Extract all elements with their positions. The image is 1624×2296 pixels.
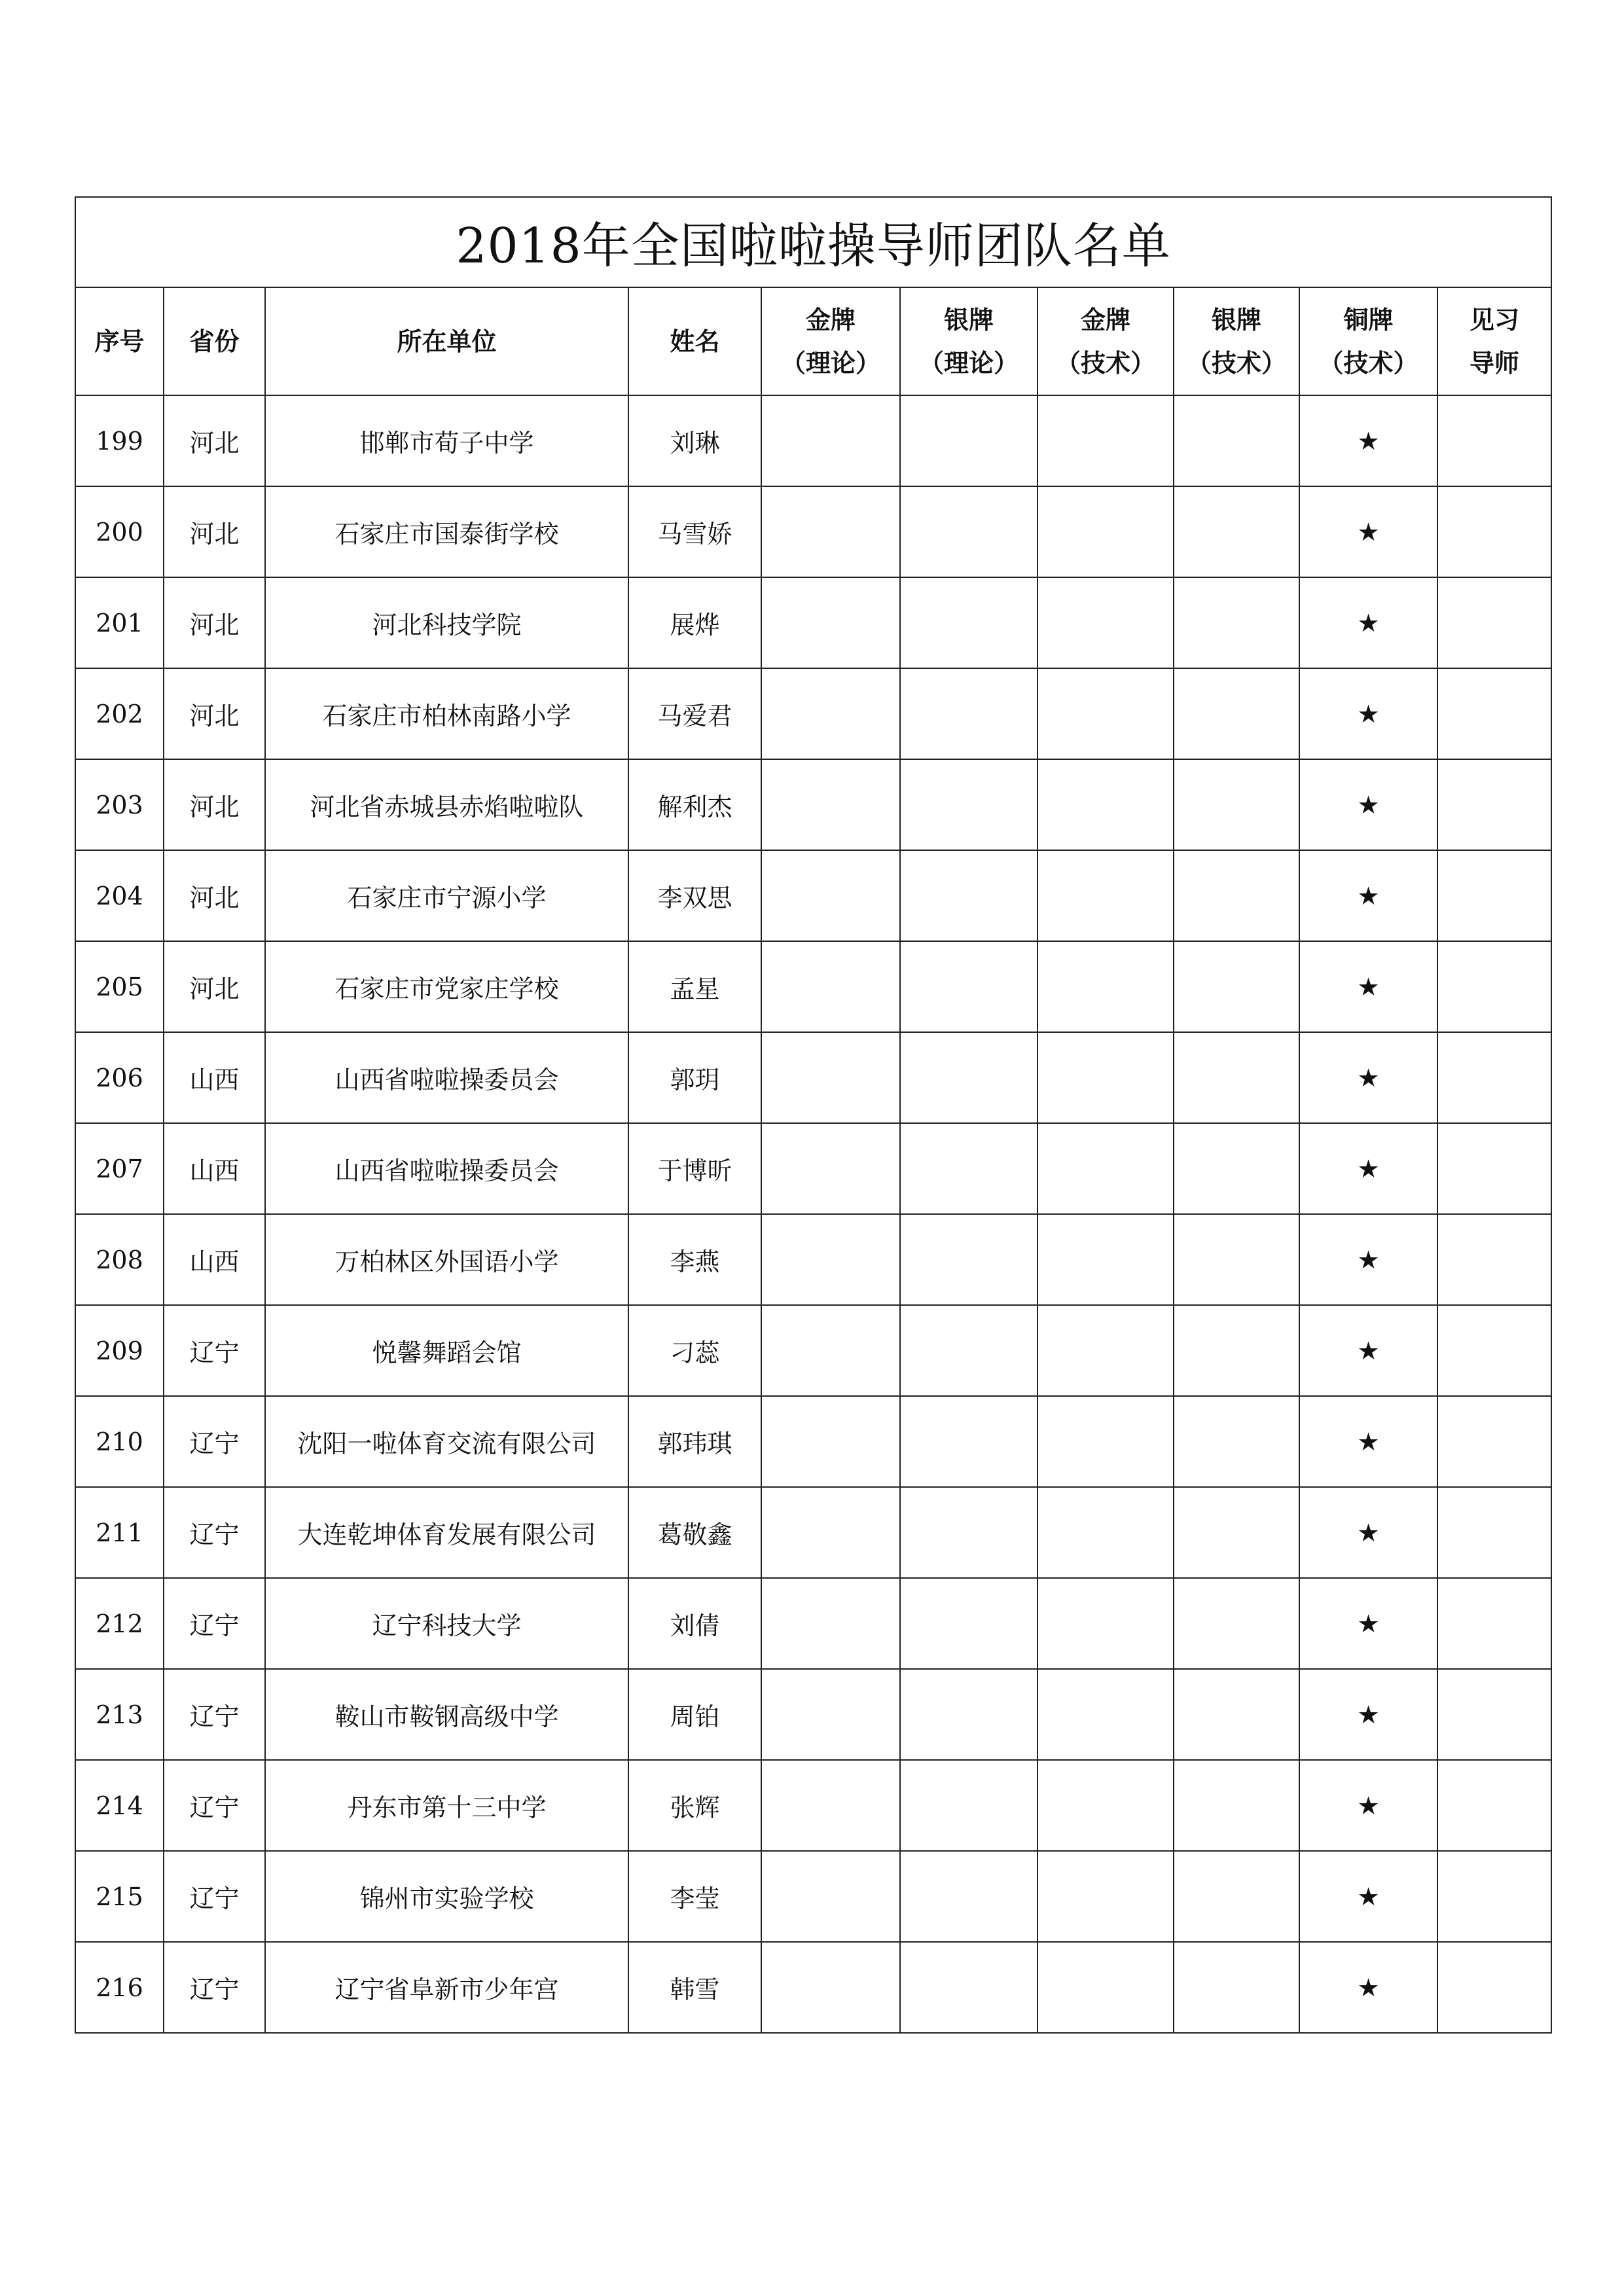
header-gold-theory bbox=[761, 287, 900, 395]
header-seq: 序号 bbox=[75, 287, 164, 395]
cell-silver-theory bbox=[900, 759, 1038, 850]
cell-unit: 鞍山市鞍钢高级中学 bbox=[265, 1669, 628, 1760]
cell-silver-tech bbox=[1174, 1578, 1299, 1669]
table-row bbox=[75, 395, 1551, 486]
cell-name: 孟星 bbox=[628, 941, 761, 1032]
cell-bronze-tech: ★ bbox=[1299, 1305, 1437, 1396]
cell-unit: 锦州市实验学校 bbox=[265, 1851, 628, 1942]
cell-silver-tech bbox=[1174, 668, 1299, 759]
cell-name: 刘倩 bbox=[628, 1578, 761, 1669]
cell-bronze-tech: ★ bbox=[1299, 668, 1437, 759]
cell-seq: 212 bbox=[75, 1578, 164, 1669]
table-row bbox=[75, 1123, 1551, 1214]
cell-seq: 208 bbox=[75, 1214, 164, 1305]
cell-silver-theory bbox=[900, 577, 1038, 668]
cell-intern bbox=[1437, 1032, 1551, 1123]
header-gold-tech bbox=[1038, 287, 1174, 395]
cell-intern bbox=[1437, 668, 1551, 759]
cell-gold-theory bbox=[761, 1123, 900, 1214]
cell-unit: 石家庄市宁源小学 bbox=[265, 850, 628, 941]
cell-unit: 万柏林区外国语小学 bbox=[265, 1214, 628, 1305]
cell-name: 于博昕 bbox=[628, 1123, 761, 1214]
cell-unit: 山西省啦啦操委员会 bbox=[265, 1123, 628, 1214]
cell-seq: 203 bbox=[75, 759, 164, 850]
table-row bbox=[75, 668, 1551, 759]
cell-bronze-tech: ★ bbox=[1299, 941, 1437, 1032]
header-gold-theory-line1: 金牌 bbox=[805, 304, 856, 334]
cell-gold-theory bbox=[761, 759, 900, 850]
cell-unit: 沈阳一啦体育交流有限公司 bbox=[265, 1396, 628, 1487]
cell-intern bbox=[1437, 1487, 1551, 1578]
cell-province: 河北 bbox=[164, 395, 265, 486]
cell-seq: 213 bbox=[75, 1669, 164, 1760]
cell-gold-tech bbox=[1038, 1669, 1174, 1760]
cell-unit: 辽宁科技大学 bbox=[265, 1578, 628, 1669]
cell-gold-theory bbox=[761, 1942, 900, 2033]
cell-gold-tech bbox=[1038, 1487, 1174, 1578]
cell-province: 辽宁 bbox=[164, 1578, 265, 1669]
table-row bbox=[75, 1487, 1551, 1578]
cell-unit: 河北科技学院 bbox=[265, 577, 628, 668]
cell-province: 河北 bbox=[164, 486, 265, 577]
cell-seq: 210 bbox=[75, 1396, 164, 1487]
cell-unit: 河北省赤城县赤焰啦啦队 bbox=[265, 759, 628, 850]
cell-unit: 石家庄市国泰街学校 bbox=[265, 486, 628, 577]
header-province: 省份 bbox=[164, 287, 265, 395]
cell-name: 葛敬鑫 bbox=[628, 1487, 761, 1578]
cell-name: 解利杰 bbox=[628, 759, 761, 850]
cell-gold-tech bbox=[1038, 1851, 1174, 1942]
header-row bbox=[75, 287, 1551, 395]
cell-gold-tech bbox=[1038, 1032, 1174, 1123]
cell-silver-theory bbox=[900, 850, 1038, 941]
cell-name: 刁蕊 bbox=[628, 1305, 761, 1396]
table-row bbox=[75, 486, 1551, 577]
cell-seq: 207 bbox=[75, 1123, 164, 1214]
cell-seq: 201 bbox=[75, 577, 164, 668]
cell-seq: 204 bbox=[75, 850, 164, 941]
cell-intern bbox=[1437, 850, 1551, 941]
cell-bronze-tech: ★ bbox=[1299, 850, 1437, 941]
header-intern bbox=[1437, 287, 1551, 395]
cell-seq: 205 bbox=[75, 941, 164, 1032]
table-row bbox=[75, 759, 1551, 850]
cell-intern bbox=[1437, 1578, 1551, 1669]
cell-intern bbox=[1437, 395, 1551, 486]
cell-bronze-tech: ★ bbox=[1299, 1396, 1437, 1487]
title-row bbox=[75, 197, 1551, 287]
cell-gold-theory bbox=[761, 1487, 900, 1578]
cell-silver-theory bbox=[900, 1214, 1038, 1305]
table-row bbox=[75, 577, 1551, 668]
cell-gold-tech bbox=[1038, 1396, 1174, 1487]
table-row bbox=[75, 850, 1551, 941]
cell-intern bbox=[1437, 1760, 1551, 1851]
header-silver-theory-line2: （理论） bbox=[918, 348, 1019, 378]
cell-seq: 211 bbox=[75, 1487, 164, 1578]
cell-bronze-tech: ★ bbox=[1299, 1942, 1437, 2033]
cell-province: 山西 bbox=[164, 1032, 265, 1123]
cell-name: 李莹 bbox=[628, 1851, 761, 1942]
table-row bbox=[75, 1669, 1551, 1760]
cell-intern bbox=[1437, 1942, 1551, 2033]
cell-seq: 216 bbox=[75, 1942, 164, 2033]
cell-bronze-tech: ★ bbox=[1299, 1760, 1437, 1851]
header-silver-theory-line1: 银牌 bbox=[943, 304, 994, 334]
header-gold-tech-line2: （技术） bbox=[1055, 348, 1155, 378]
cell-province: 辽宁 bbox=[164, 1396, 265, 1487]
cell-silver-tech bbox=[1174, 1851, 1299, 1942]
header-silver-theory bbox=[900, 287, 1038, 395]
cell-unit: 石家庄市柏林南路小学 bbox=[265, 668, 628, 759]
cell-name: 周铂 bbox=[628, 1669, 761, 1760]
cell-silver-tech bbox=[1174, 1214, 1299, 1305]
cell-seq: 209 bbox=[75, 1305, 164, 1396]
cell-silver-theory bbox=[900, 1123, 1038, 1214]
table-row bbox=[75, 1851, 1551, 1942]
cell-province: 辽宁 bbox=[164, 1487, 265, 1578]
cell-name: 李燕 bbox=[628, 1214, 761, 1305]
table-row bbox=[75, 1942, 1551, 2033]
cell-silver-theory bbox=[900, 1760, 1038, 1851]
cell-bronze-tech: ★ bbox=[1299, 1578, 1437, 1669]
cell-silver-tech bbox=[1174, 395, 1299, 486]
cell-province: 河北 bbox=[164, 668, 265, 759]
cell-silver-theory bbox=[900, 1305, 1038, 1396]
cell-bronze-tech: ★ bbox=[1299, 577, 1437, 668]
cell-intern bbox=[1437, 759, 1551, 850]
cell-gold-theory bbox=[761, 668, 900, 759]
cell-gold-theory bbox=[761, 577, 900, 668]
cell-seq: 200 bbox=[75, 486, 164, 577]
header-name: 姓名 bbox=[628, 287, 761, 395]
cell-gold-theory bbox=[761, 486, 900, 577]
table-row bbox=[75, 1305, 1551, 1396]
cell-silver-theory bbox=[900, 1032, 1038, 1123]
cell-unit: 丹东市第十三中学 bbox=[265, 1760, 628, 1851]
cell-gold-tech bbox=[1038, 759, 1174, 850]
cell-gold-tech bbox=[1038, 941, 1174, 1032]
cell-unit: 悦馨舞蹈会馆 bbox=[265, 1305, 628, 1396]
cell-intern bbox=[1437, 486, 1551, 577]
cell-silver-theory bbox=[900, 1487, 1038, 1578]
cell-silver-tech bbox=[1174, 1396, 1299, 1487]
cell-silver-tech bbox=[1174, 1123, 1299, 1214]
cell-gold-theory bbox=[761, 1396, 900, 1487]
header-bronze-tech-line1: 铜牌 bbox=[1343, 304, 1394, 334]
cell-province: 河北 bbox=[164, 759, 265, 850]
header-bronze-tech bbox=[1299, 287, 1437, 395]
cell-seq: 202 bbox=[75, 668, 164, 759]
header-unit: 所在单位 bbox=[265, 287, 628, 395]
cell-seq: 199 bbox=[75, 395, 164, 486]
cell-silver-tech bbox=[1174, 1487, 1299, 1578]
mentor-list-table bbox=[75, 196, 1552, 2034]
cell-unit: 石家庄市党家庄学校 bbox=[265, 941, 628, 1032]
cell-intern bbox=[1437, 577, 1551, 668]
cell-bronze-tech: ★ bbox=[1299, 1669, 1437, 1760]
table-row bbox=[75, 1760, 1551, 1851]
cell-silver-tech bbox=[1174, 1032, 1299, 1123]
cell-name: 郭玥 bbox=[628, 1032, 761, 1123]
table-row bbox=[75, 1214, 1551, 1305]
cell-province: 辽宁 bbox=[164, 1760, 265, 1851]
cell-bronze-tech: ★ bbox=[1299, 1851, 1437, 1942]
cell-name: 马雪娇 bbox=[628, 486, 761, 577]
table-row bbox=[75, 1032, 1551, 1123]
cell-intern bbox=[1437, 1305, 1551, 1396]
cell-name: 刘琳 bbox=[628, 395, 761, 486]
page-title: 2018年全国啦啦操导师团队名单 bbox=[75, 197, 1551, 287]
cell-gold-theory bbox=[761, 1851, 900, 1942]
cell-gold-tech bbox=[1038, 1305, 1174, 1396]
cell-province: 山西 bbox=[164, 1123, 265, 1214]
cell-name: 张辉 bbox=[628, 1760, 761, 1851]
cell-province: 山西 bbox=[164, 1214, 265, 1305]
table-row bbox=[75, 1578, 1551, 1669]
cell-gold-theory bbox=[761, 1032, 900, 1123]
cell-silver-theory bbox=[900, 1396, 1038, 1487]
cell-province: 辽宁 bbox=[164, 1942, 265, 2033]
header-bronze-tech-line2: （技术） bbox=[1318, 348, 1418, 378]
cell-gold-tech bbox=[1038, 1578, 1174, 1669]
cell-intern bbox=[1437, 941, 1551, 1032]
cell-gold-theory bbox=[761, 1760, 900, 1851]
cell-gold-tech bbox=[1038, 850, 1174, 941]
cell-intern bbox=[1437, 1396, 1551, 1487]
cell-silver-theory bbox=[900, 1851, 1038, 1942]
cell-silver-tech bbox=[1174, 486, 1299, 577]
cell-silver-tech bbox=[1174, 1305, 1299, 1396]
cell-silver-theory bbox=[900, 1578, 1038, 1669]
header-intern-line1: 见习 bbox=[1470, 304, 1520, 334]
cell-seq: 215 bbox=[75, 1851, 164, 1942]
cell-province: 河北 bbox=[164, 941, 265, 1032]
cell-gold-theory bbox=[761, 1578, 900, 1669]
cell-silver-theory bbox=[900, 1669, 1038, 1760]
cell-silver-theory bbox=[900, 668, 1038, 759]
cell-unit: 山西省啦啦操委员会 bbox=[265, 1032, 628, 1123]
cell-silver-tech bbox=[1174, 759, 1299, 850]
cell-silver-tech bbox=[1174, 941, 1299, 1032]
cell-silver-theory bbox=[900, 486, 1038, 577]
cell-province: 辽宁 bbox=[164, 1305, 265, 1396]
cell-intern bbox=[1437, 1123, 1551, 1214]
cell-silver-tech bbox=[1174, 1760, 1299, 1851]
cell-gold-tech bbox=[1038, 1123, 1174, 1214]
cell-seq: 214 bbox=[75, 1760, 164, 1851]
cell-unit: 辽宁省阜新市少年宫 bbox=[265, 1942, 628, 2033]
cell-seq: 206 bbox=[75, 1032, 164, 1123]
cell-province: 辽宁 bbox=[164, 1669, 265, 1760]
cell-gold-tech bbox=[1038, 395, 1174, 486]
header-gold-theory-line2: （理论） bbox=[780, 348, 880, 378]
cell-intern bbox=[1437, 1214, 1551, 1305]
header-silver-tech-line2: （技术） bbox=[1186, 348, 1286, 378]
header-silver-tech-line1: 银牌 bbox=[1211, 304, 1261, 334]
cell-province: 辽宁 bbox=[164, 1851, 265, 1942]
cell-bronze-tech: ★ bbox=[1299, 486, 1437, 577]
cell-gold-theory bbox=[761, 850, 900, 941]
cell-province: 河北 bbox=[164, 577, 265, 668]
cell-bronze-tech: ★ bbox=[1299, 1032, 1437, 1123]
cell-gold-tech bbox=[1038, 1942, 1174, 2033]
header-intern-line2: 导师 bbox=[1470, 348, 1520, 378]
cell-gold-tech bbox=[1038, 577, 1174, 668]
cell-unit: 邯郸市荀子中学 bbox=[265, 395, 628, 486]
cell-bronze-tech: ★ bbox=[1299, 759, 1437, 850]
cell-gold-theory bbox=[761, 1214, 900, 1305]
cell-silver-theory bbox=[900, 1942, 1038, 2033]
cell-bronze-tech: ★ bbox=[1299, 1123, 1437, 1214]
cell-silver-theory bbox=[900, 395, 1038, 486]
cell-silver-tech bbox=[1174, 577, 1299, 668]
cell-bronze-tech: ★ bbox=[1299, 1487, 1437, 1578]
cell-intern bbox=[1437, 1669, 1551, 1760]
cell-bronze-tech: ★ bbox=[1299, 395, 1437, 486]
cell-gold-theory bbox=[761, 941, 900, 1032]
header-silver-tech bbox=[1174, 287, 1299, 395]
cell-silver-tech bbox=[1174, 1942, 1299, 2033]
header-gold-tech-line1: 金牌 bbox=[1080, 304, 1130, 334]
cell-name: 韩雪 bbox=[628, 1942, 761, 2033]
cell-gold-theory bbox=[761, 1669, 900, 1760]
cell-silver-tech bbox=[1174, 850, 1299, 941]
cell-silver-theory bbox=[900, 941, 1038, 1032]
cell-name: 马爱君 bbox=[628, 668, 761, 759]
cell-gold-tech bbox=[1038, 486, 1174, 577]
table-row bbox=[75, 941, 1551, 1032]
cell-gold-tech bbox=[1038, 668, 1174, 759]
cell-name: 李双思 bbox=[628, 850, 761, 941]
table-row bbox=[75, 1396, 1551, 1487]
cell-province: 河北 bbox=[164, 850, 265, 941]
cell-name: 郭玮琪 bbox=[628, 1396, 761, 1487]
cell-gold-theory bbox=[761, 395, 900, 486]
table-body bbox=[75, 395, 1551, 2033]
cell-gold-theory bbox=[761, 1305, 900, 1396]
cell-gold-tech bbox=[1038, 1214, 1174, 1305]
cell-intern bbox=[1437, 1851, 1551, 1942]
cell-unit: 大连乾坤体育发展有限公司 bbox=[265, 1487, 628, 1578]
cell-silver-tech bbox=[1174, 1669, 1299, 1760]
cell-name: 展烨 bbox=[628, 577, 761, 668]
cell-bronze-tech: ★ bbox=[1299, 1214, 1437, 1305]
cell-gold-tech bbox=[1038, 1760, 1174, 1851]
